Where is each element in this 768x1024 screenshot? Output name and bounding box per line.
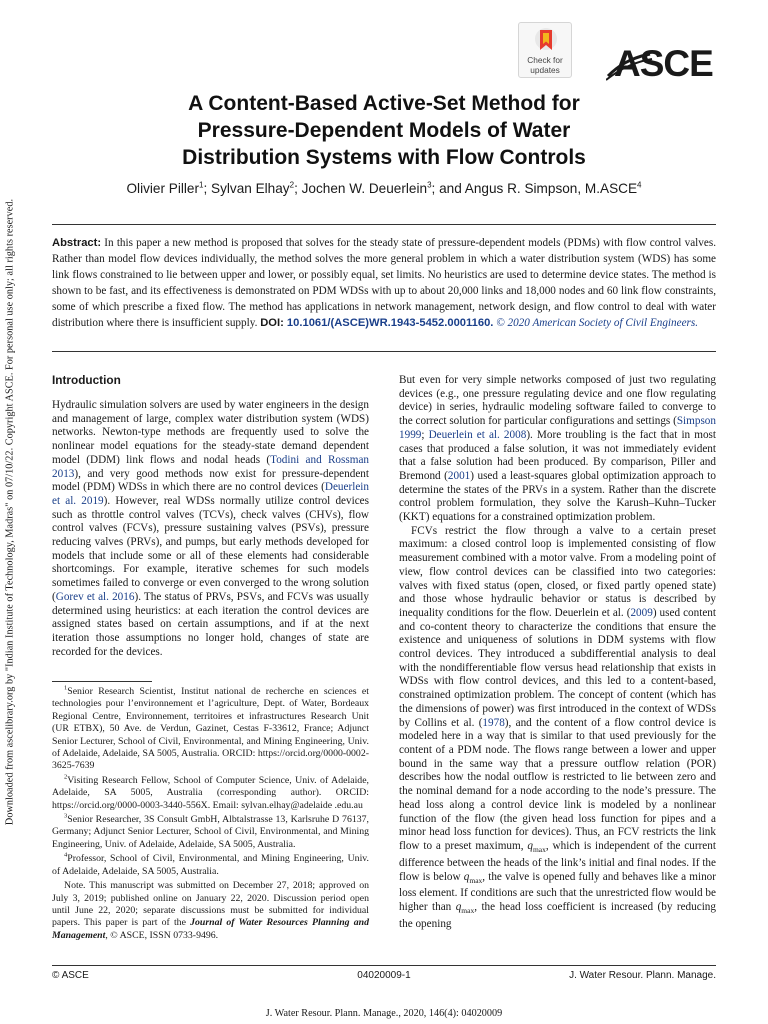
footnote-mark: 2 [64, 773, 68, 781]
text-run: Hydraulic simulation solvers are used by water engineers in the design and management of large, complex water distribution system (WDS) networks. Newton-type methods are frequently used to solve the nonlinear model equations for the steady-state demand dependent model (DDM) link flows and nodal heads ( [52, 399, 369, 466]
author-affiliation-mark: 3 [427, 180, 432, 190]
footnote-3 [52, 814, 369, 851]
left-column-body [52, 399, 369, 659]
author-separator: ; [203, 181, 212, 196]
text-run: ) used content and co-content theory to characterize the conditions that ensure the existence and uniqueness of solutions in DDM systems with flow control devices. They introduced a subdifferential analysis to deal with the nondifferentiable flow versus head relationship that exists in WDSs with flow control devices, and this led to a content-based, constrained optimization problem. The concept of content (which has the dimensions of power) was first introduced in the context of WDSs by Collins et al. ( [399, 606, 716, 729]
asce-logo [606, 38, 716, 87]
author-affiliation-mark: 4 [637, 180, 642, 190]
footnote-text: Senior Research Scientist, Institut national de recherche en sciences et technologies pour l’environnement et l’agriculture, Dept. of Water, Bordeaux Regional Centre, Environnement, territoires et infrastructures Research Unit (UR ETBX), 50 Ave. de Verdun, Gazinet, Cestas F-33612, France; Adjunct Senior Lecturer, School of Civil, Environmental, and Mining Engineering, Univ. of Adelaide, Adelaide, SA 5005, Australia. ORCID: https://orcid.org/0000-0002-3625-7639 [52, 686, 369, 772]
math-subscript: max [469, 875, 483, 885]
citation-link[interactable]: Todini and Rossman 2013 [52, 453, 369, 480]
check-for-updates-badge[interactable] [518, 22, 572, 78]
text-run: ; [421, 428, 429, 441]
doi-label: DOI: [260, 316, 287, 329]
footnote-mark: 3 [64, 812, 68, 820]
text-run: ), and very good methods now exist for pressure-dependent model (PDM) WDSs in which there are no control devices ( [52, 467, 369, 494]
citation-link[interactable]: 2009 [630, 606, 653, 619]
footnote-text: Visiting Research Fellow, School of Computer Science, Univ. of Adelaide, Adelaide, SA 5005, Australia (corresponding author). ORCID: https://orcid.org/0000-0003-3440-556X. Email: sylvan.elhay@adelaide .edu.au [52, 774, 369, 811]
text-run: But even for very simple networks composed of just two regulating devices (e.g., one pressure regulating device and one flow regulating device) in series, hydraulic modeling software failed to converge to the correct solution for particular configurations and settings ( [399, 374, 716, 428]
author-separator: ; and [431, 181, 465, 196]
citation-link[interactable]: Gorev et al. 2016 [55, 590, 135, 603]
check-for-updates-bookmark-icon [533, 27, 559, 55]
footnote-rule [52, 681, 152, 682]
author-name: Sylvan Elhay [211, 181, 290, 196]
right-column-body [399, 374, 716, 932]
text-run: ). More troubling is the fact that in most cases that produced a false solution, it was not immediately evident that a false solution had been produced. By comparison, Piller and Bremond ( [399, 428, 716, 482]
author-separator: ; [294, 181, 302, 196]
abstract-label: Abstract: [52, 237, 102, 249]
footer-journal: J. Water Resour. Plann. Manage. [569, 970, 716, 981]
section-heading-introduction: Introduction [52, 373, 121, 387]
math-symbol: q [463, 870, 470, 883]
text-run: ). The status of PRVs, PSVs, and FCVs was usually determined using heuristics: at each iteration the control devices are assigned states based on certain assumptions, and if at the next iteration those assumptions no longer hold, changes of state are recorded for the devices. [52, 590, 369, 658]
body-paragraph [399, 525, 716, 932]
footer-page-number: 04020009-1 [357, 970, 411, 981]
author-name: Jochen W. Deuerlein [301, 181, 428, 196]
abstract-rule-bottom [52, 351, 716, 352]
body-paragraph [399, 374, 716, 525]
doi-link[interactable]: 10.1061/(ASCE)WR.1943-5452.0001160. [286, 316, 494, 329]
page-citation: J. Water Resour. Plann. Manage., 2020, 146(4): 04020009 [265, 1008, 503, 1019]
note-text: Note. This manuscript was submitted on December 27, 2018; approved on July 3, 2019; published online on January 22, 2020. Discussion period open until June 22, 2020; separate discussions must be submitted for individual papers. This paper is part of the [52, 880, 369, 929]
abstract-rule-top [52, 224, 716, 225]
author-affiliation-mark: 1 [199, 180, 204, 190]
citation-link[interactable]: Deuerlein et al. 2008 [428, 428, 527, 441]
footnote-text: Professor, School of Civil, Environmental, and Mining Engineering, Univ. of Adelaide, Adelaide, SA 5005, Australia. [52, 853, 369, 877]
footer-rule [52, 965, 716, 966]
title-line2: Pressure-Dependent Models of Water [197, 119, 571, 142]
badge-line1: Check for [527, 55, 563, 65]
text-run: ), and the content of a flow control device is modeled here in a way that is similar to that used previously for the content of a PDM node. The flows range between a lower and upper bound in the same way that a pressure outflow relation (POR) describes how the nodal outflow is restricted to lie between zero and the nominal demand for a node according to the node’s pressure. The head loss along a control device link is modeled by a nonlinear function of the flow (the given head loss function for pipes and a minor head loss function for devices). Thus, an FCV restricts the link flow to a preset maximum, [399, 716, 716, 852]
author-list [60, 181, 708, 196]
author-name: Angus R. Simpson, M.ASCE [464, 181, 638, 196]
math-subscript: max [461, 906, 475, 916]
text-run: ) used a least-squares global optimization approach to determine the states of the PRVs in a system. Rather than the discrete control problem formulation, they solve the Karush–Kuhn–Tucker (KKT) equations for a constrained optimization problem. [399, 469, 716, 524]
abstract-copyright: © 2020 American Society of Civil Engineers. [493, 316, 699, 329]
text-run: FCVs restrict the flow through a valve to a certain preset maximum: a closed control loop is implemented consisting of flow measurement combined with a motor valve. From a modeling point of view, flow control devices can be classified into two categories: valves with fixed status (open, closed, or fixed partly opened state) and those whose hydraulic behavior or status is described by inequality conditions for the flow. Deuerlein et al. ( [399, 524, 716, 619]
manuscript-note [52, 880, 369, 942]
footnote-2 [52, 775, 369, 812]
footnote-4 [52, 853, 369, 878]
intro-paragraph-1 [52, 399, 369, 659]
footer-copyright: © ASCE [52, 970, 89, 981]
text-run: , the valve is opened fully and behaves like a minor loss element. If conditions are such that the unrestricted flow would be higher than [399, 870, 716, 914]
abstract [52, 236, 716, 331]
footnote-1 [52, 686, 369, 773]
math-symbol: q [527, 839, 533, 852]
title-line3: Distribution Systems with Flow Controls [182, 146, 586, 169]
download-notice-text: Downloaded from ascelibrary.org by "Indian Institute of Technology, Madras" on 07/10/22. Copyright ASCE. For personal use only; all rights reserved. [4, 198, 16, 826]
title-line1: A Content-Based Active-Set Method for [188, 92, 580, 115]
abstract-text: In this paper a new method is proposed that solves for the steady state of pressure-dependent models (PDMs) with flow control valves. Rather than model flow devices individually, the method solves the more general problem in which a water distribution system (WDS) has some link flows constrained to lie between upper and lower, or possibly equal, set limits. No heuristics are used to determine device states. The method is shown to be fast, and its effectiveness is demonstrated on PDM WDSs with up to about 20,000 links and 18,000 nodes and 60 link flow constraints, some of which prescribe a fixed flow. The method has applications in network management, network design, and flow control to deal with water distribution where there is insufficient supply. [52, 237, 716, 329]
text-run: , which is independent of the current difference between the heads of the link’s initial and final nodes. If the flow is below [399, 839, 716, 883]
footnote-mark: 1 [64, 684, 68, 692]
citation-link[interactable]: 1978 [482, 716, 505, 729]
article-title [100, 90, 668, 171]
text-run: , the head loss coefficient is increased (by reducing the opening [399, 901, 716, 931]
math-symbol: q [455, 901, 462, 914]
footnotes [52, 686, 369, 942]
asce-logo-text: ASCE [614, 43, 713, 82]
download-notice [0, 192, 20, 832]
footnote-text: Senior Researcher, 3S Consult GmbH, Albtalstrasse 13, Karlsruhe D 76137, Germany; Adjunct Senior Lecturer, School of Civil, Environmental, and Mining Engineering, Univ. of Adelaide, Adelaide, SA 5005, Australia. [52, 814, 369, 850]
citation-link[interactable]: 2001 [447, 469, 471, 482]
journal-name: Journal of Water Resources Planning and Management [52, 917, 369, 941]
citation-link[interactable]: Simpson 1999 [399, 415, 716, 441]
text-run: ). However, real WDSs normally utilize control devices such as throttle control valves (TCVs), check valves (CHVs), flow control valves (FCVs), pressure sustaining valves (PSVs), pressure reducing valves (PRVs), and pumps, but early methods developed for models that include some or all of these elements had considerable shortcomings. For example, iterative schemes for such models sometimes failed to converge or even converged to the wrong solution ( [52, 494, 369, 603]
badge-line2: updates [530, 64, 560, 75]
math-subscript: max [532, 845, 546, 855]
citation-link[interactable]: Deuerlein et al. 2019 [52, 481, 369, 507]
author-affiliation-mark: 2 [289, 180, 295, 190]
note-text: , © ASCE, ISSN 0733-9496. [105, 929, 219, 941]
author-name: Olivier Piller [126, 181, 199, 196]
footnote-mark: 4 [64, 852, 68, 860]
